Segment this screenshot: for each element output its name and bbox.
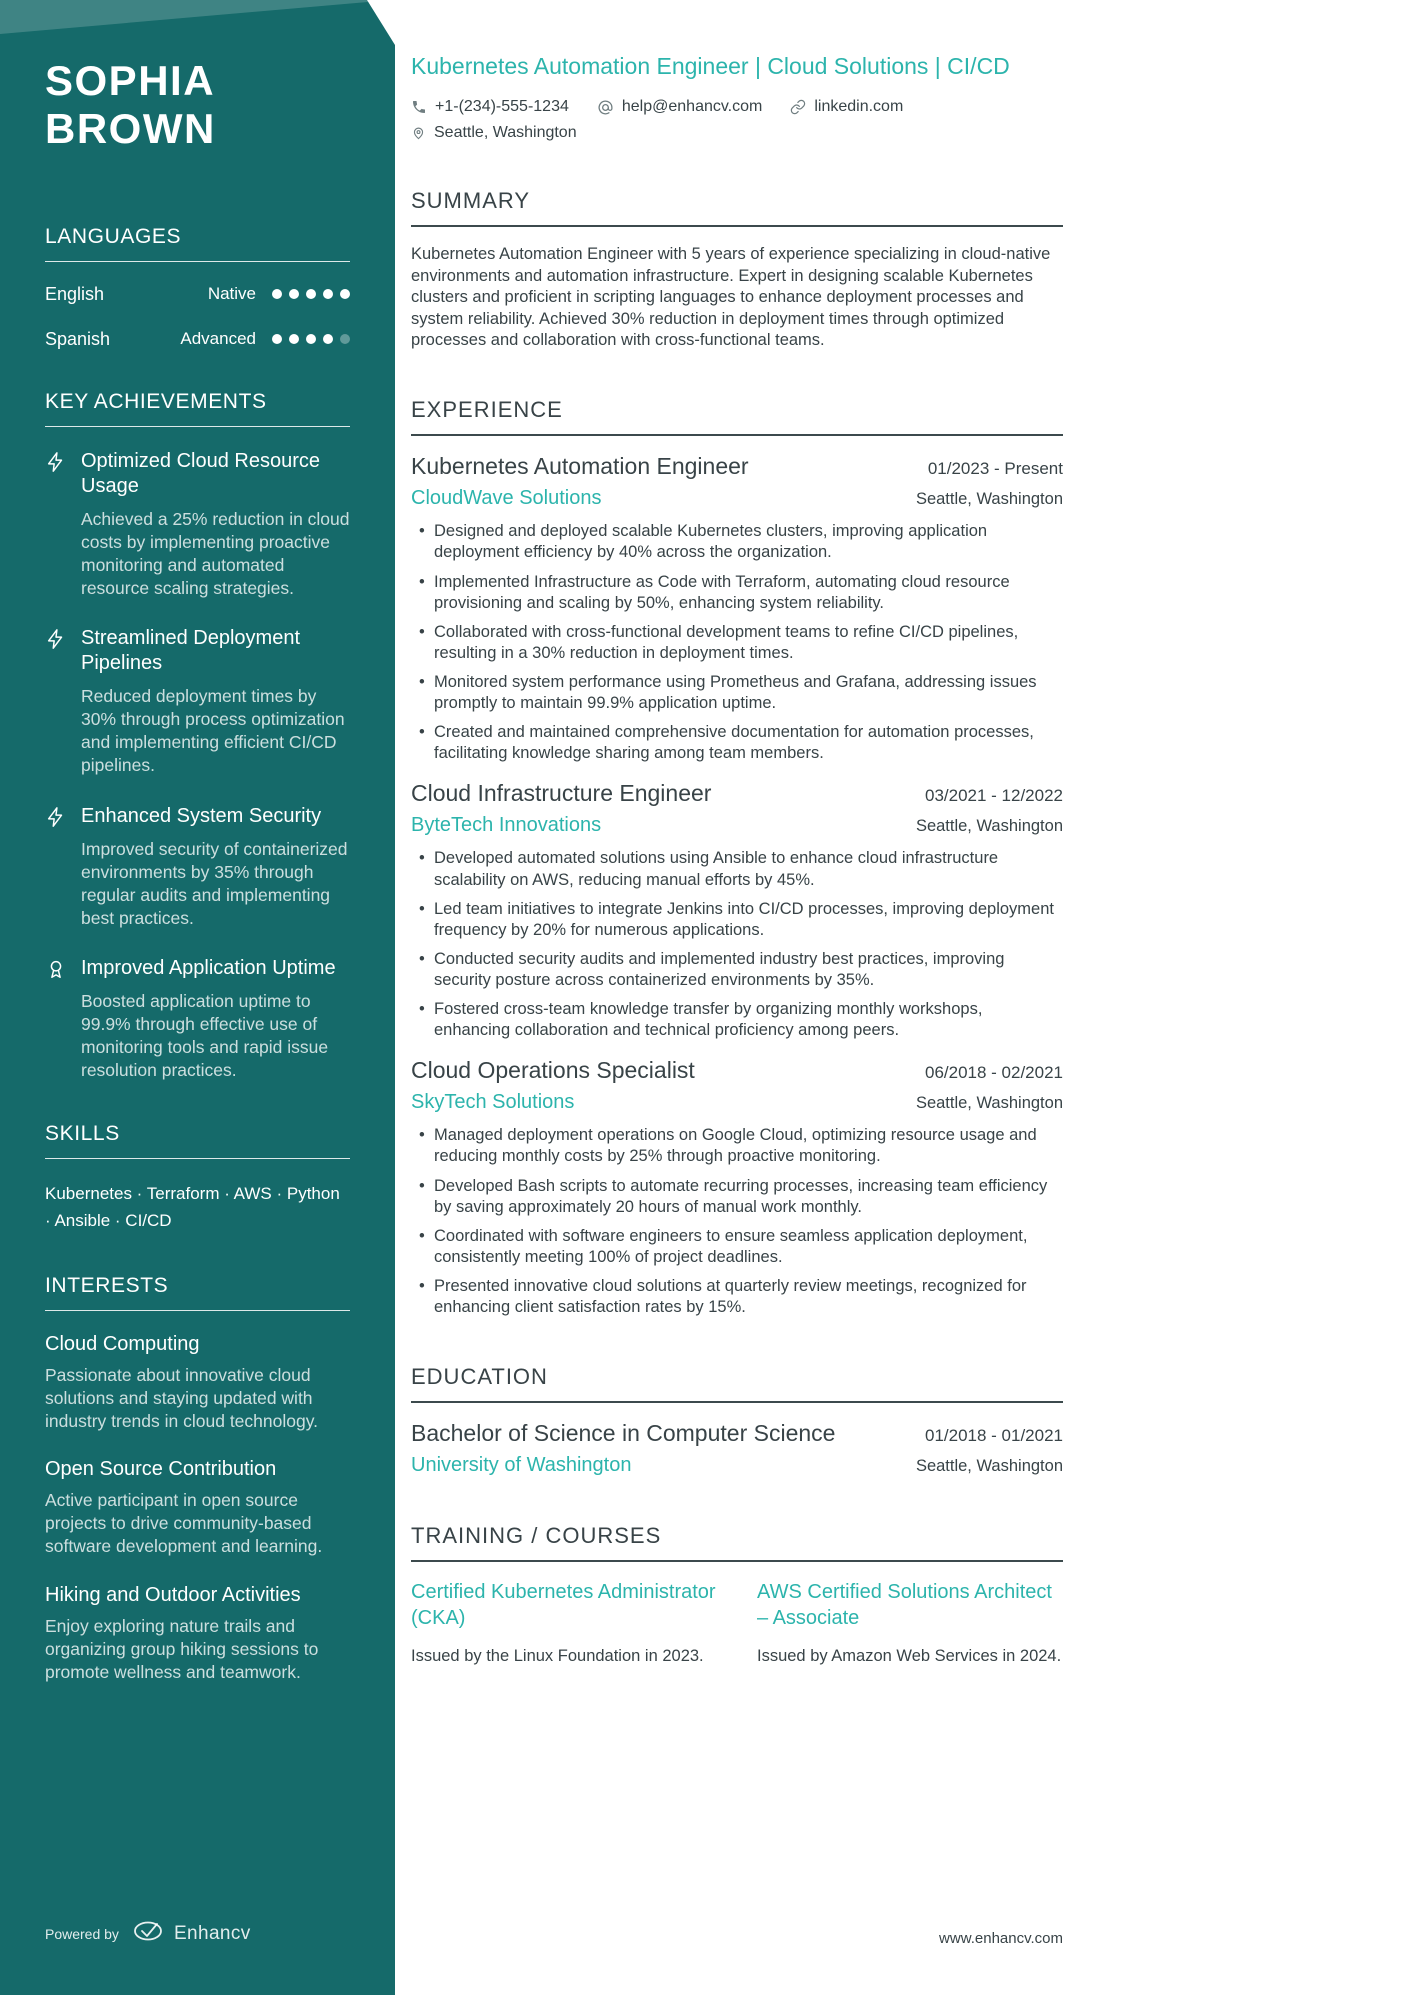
- job-bullet: • Monitored system performance using Prometheus and Grafana, addressing issues promptly to maintain 99.9% application uptime.: [411, 672, 1063, 714]
- experience-entry: [411, 1057, 1063, 1318]
- education-dates: 01/2018 - 01/2021: [924, 1426, 1063, 1446]
- degree-name: Bachelor of Science in Computer Science: [411, 1420, 836, 1447]
- job-dates: 06/2018 - 02/2021: [924, 1063, 1063, 1083]
- job-bullet: • Developed automated solutions using Ansible to enhance cloud infrastructure scalability on AWS, reducing manual efforts by 45%.: [411, 848, 1063, 890]
- powered-by-label: Powered by: [45, 1925, 119, 1942]
- rating-dot: [289, 289, 299, 299]
- training-section-title: TRAINING / COURSES: [411, 1523, 1063, 1562]
- summary-section: [411, 188, 1063, 351]
- job-bullet: • Developed Bash scripts to automate recurring processes, increasing team efficiency by saving approximately 20 hours of manual work monthly.: [411, 1176, 1063, 1218]
- phone-number: +1-(234)-555-1234: [435, 98, 569, 116]
- job-bullet: • Presented innovative cloud solutions at quarterly review meetings, recognized for enhancing client satisfaction rates by 15%.: [411, 1276, 1063, 1318]
- education-location: Seattle, Washington: [915, 1457, 1063, 1476]
- job-bullet: • Fostered cross-team knowledge transfer by organizing monthly workshops, enhancing collaboration and technical proficiency among peers.: [411, 999, 1063, 1041]
- contact-email[interactable]: [597, 98, 762, 116]
- phone-icon: [411, 99, 427, 115]
- summary-section-title: SUMMARY: [411, 188, 1063, 227]
- summary-text: Kubernetes Automation Engineer with 5 years of experience specializing in cloud-native environments and automation infrastructure. Expert in designing scalable Kubernetes clusters and proficient in scripting languages to enhance deployment processes and system reliability. Achieved 30% reduction in deployment times through optimized processes and collaboration with cross-functional teams.: [411, 245, 1051, 349]
- course-entry: [411, 1579, 717, 1667]
- rating-dot: [306, 289, 316, 299]
- education-subheader-row: [411, 1454, 1063, 1477]
- location-text: Seattle, Washington: [434, 124, 577, 142]
- job-location: Seattle, Washington: [915, 490, 1063, 509]
- language-name: English: [45, 283, 105, 304]
- rating-dot: [323, 289, 333, 299]
- achievement-body: [81, 626, 350, 777]
- course-name: AWS Certified Solutions Architect – Associate: [757, 1581, 1052, 1630]
- skills-section: [45, 1122, 350, 1234]
- interest-title: Hiking and Outdoor Activities: [45, 1583, 301, 1606]
- job-subheader-row: [411, 487, 1063, 510]
- languages-section-title: LANGUAGES: [45, 225, 350, 262]
- interest-item: [45, 1333, 350, 1433]
- job-subheader-row: [411, 1091, 1063, 1114]
- rating-dot: [272, 334, 282, 344]
- achievements-section: [45, 390, 350, 1083]
- job-location: Seattle, Washington: [915, 1094, 1063, 1113]
- skills-section-title: SKILLS: [45, 1122, 350, 1159]
- language-rating-dots: [272, 334, 350, 344]
- job-dates: 03/2021 - 12/2022: [924, 786, 1063, 806]
- language-rating-dots: [272, 289, 350, 299]
- achievement-body: [81, 449, 350, 600]
- achievement-text: Boosted application uptime to 99.9% through effective use of monitoring tools and rapid issue resolution practices.: [81, 990, 329, 1081]
- rating-dot: [306, 334, 316, 344]
- corner-accent-decoration: [0, 0, 390, 34]
- interest-text: Active participant in open source projects to drive community-based software development and learning.: [45, 1490, 323, 1557]
- course-issuer: Issued by the Linux Foundation in 2023.: [411, 1647, 704, 1666]
- achievement-item: [45, 626, 350, 777]
- job-bullet: • Implemented Infrastructure as Code with Terraform, automating cloud resource provisioning and scaling by 50%, enhancing system reliability.: [411, 572, 1063, 614]
- language-row-english: [45, 284, 350, 305]
- achievement-title: Streamlined Deployment Pipelines: [81, 627, 300, 675]
- achievement-body: [81, 956, 350, 1082]
- job-bullet: • Created and maintained comprehensive documentation for automation processes, facilitating knowledge sharing among team members.: [411, 722, 1063, 764]
- rating-dot: [323, 334, 333, 344]
- medal-icon: [45, 958, 69, 1082]
- job-header-row: [411, 780, 1063, 807]
- link-icon: [790, 99, 806, 115]
- achievement-title: Improved Application Uptime: [81, 956, 336, 979]
- location-pin-icon: [411, 125, 426, 141]
- job-role: Cloud Infrastructure Engineer: [411, 780, 712, 807]
- language-level: Advanced: [180, 329, 256, 349]
- training-section: [411, 1523, 1063, 1667]
- interest-title: Cloud Computing: [45, 1332, 200, 1355]
- job-bullet: • Led team initiatives to integrate Jenkins into CI/CD processes, improving deployment frequency by 20% for numerous applications.: [411, 899, 1063, 941]
- language-level: Native: [207, 284, 256, 304]
- contact-phone: [411, 98, 569, 116]
- school-name: University of Washington: [411, 1454, 632, 1477]
- lightning-icon: [45, 451, 69, 600]
- contact-location: [411, 124, 577, 142]
- achievement-item: [45, 449, 350, 600]
- language-name: Spanish: [45, 328, 111, 349]
- job-bullet-list: [411, 848, 1063, 1041]
- candidate-name: SOPHIA BROWN: [45, 57, 216, 152]
- contact-row-primary: [411, 98, 1063, 116]
- achievement-title: Enhanced System Security: [81, 804, 322, 827]
- job-bullet-list: [411, 521, 1063, 764]
- interest-text: Passionate about innovative cloud solutions and staying updated with industry trends in cloud technology.: [45, 1364, 319, 1432]
- job-bullet-list: [411, 1125, 1063, 1318]
- education-section-title: EDUCATION: [411, 1364, 1063, 1403]
- resume-headline: Kubernetes Automation Engineer | Cloud Solutions | CI/CD: [411, 53, 1010, 79]
- education-entry: [411, 1420, 1063, 1477]
- achievement-text: Achieved a 25% reduction in cloud costs by implementing proactive monitoring and automated resource scaling strategies.: [81, 508, 350, 599]
- job-bullet: • Conducted security audits and implemented industry best practices, improving security posture across containerized environments by 35%.: [411, 949, 1063, 991]
- enhancv-logo-wordmark: Enhancv: [173, 1922, 251, 1944]
- language-row-spanish: [45, 329, 350, 350]
- enhancv-url-link[interactable]: www.enhancv.com: [939, 1930, 1063, 1947]
- achievement-title: Optimized Cloud Resource Usage: [81, 449, 320, 497]
- email-icon: [597, 99, 614, 116]
- contact-row-secondary: [411, 124, 1063, 142]
- achievement-item: [45, 804, 350, 930]
- interest-title: Open Source Contribution: [45, 1458, 277, 1481]
- job-header-row: [411, 1057, 1063, 1084]
- experience-section-title: EXPERIENCE: [411, 397, 1063, 436]
- skills-list: Kubernetes · Terraform · AWS · Python · Ansible · CI/CD: [45, 1184, 340, 1230]
- corner-notch-decoration: [367, 0, 395, 45]
- rating-dot: [340, 334, 350, 344]
- achievement-body: [81, 804, 350, 930]
- interest-text: Enjoy exploring nature trails and organizing group hiking sessions to promote wellness and teamwork.: [45, 1615, 319, 1682]
- interest-item: [45, 1458, 350, 1558]
- job-company: CloudWave Solutions: [411, 487, 602, 510]
- education-section: [411, 1364, 1063, 1477]
- rating-dot: [289, 334, 299, 344]
- job-company: SkyTech Solutions: [411, 1091, 575, 1114]
- job-bullet: • Coordinated with software engineers to ensure seamless application deployment, consistently meeting 100% of project deadlines.: [411, 1226, 1063, 1268]
- rating-dot: [272, 289, 282, 299]
- course-grid: [411, 1579, 1063, 1667]
- course-entry: [757, 1579, 1063, 1667]
- course-name: Certified Kubernetes Administrator (CKA): [411, 1581, 716, 1630]
- powered-by-footer: [45, 1920, 251, 1947]
- achievement-item: [45, 956, 350, 1082]
- job-bullet: • Designed and deployed scalable Kubernetes clusters, improving application deployment efficiency by 40% across the organization.: [411, 521, 1063, 563]
- enhancv-logo-icon: [133, 1920, 165, 1947]
- lightning-icon: [45, 806, 69, 930]
- job-subheader-row: [411, 814, 1063, 837]
- contact-link[interactable]: [790, 98, 903, 116]
- interest-item: [45, 1584, 350, 1684]
- enhancv-logo[interactable]: [133, 1920, 251, 1947]
- education-header-row: [411, 1420, 1063, 1447]
- experience-section: [411, 397, 1063, 1318]
- job-header-row: [411, 453, 1063, 480]
- job-role: Kubernetes Automation Engineer: [411, 453, 749, 480]
- rating-dot: [340, 289, 350, 299]
- job-location: Seattle, Washington: [915, 817, 1063, 836]
- job-bullet: • Managed deployment operations on Google Cloud, optimizing resource usage and reducing monthly costs by 25% through proactive monitoring.: [411, 1125, 1063, 1167]
- interests-section-title: INTERESTS: [45, 1274, 350, 1311]
- achievement-text: Improved security of containerized environments by 35% through regular audits and implementing best practices.: [81, 838, 348, 928]
- achievements-section-title: KEY ACHIEVEMENTS: [45, 390, 350, 427]
- sidebar: [0, 0, 395, 1995]
- achievement-text: Reduced deployment times by 30% through process optimization and implementing efficient CI/CD pipelines.: [81, 686, 345, 776]
- lightning-icon: [45, 628, 69, 777]
- link-text: linkedin.com: [814, 98, 904, 116]
- experience-entry: [411, 780, 1063, 1041]
- languages-section: [45, 225, 350, 350]
- course-issuer: Issued by Amazon Web Services in 2024.: [757, 1647, 1062, 1666]
- experience-entry: [411, 453, 1063, 764]
- job-role: Cloud Operations Specialist: [411, 1057, 695, 1084]
- job-bullet: • Collaborated with cross-functional development teams to refine CI/CD pipelines, resulting in a 30% reduction in deployment times.: [411, 622, 1063, 664]
- email-address: help@enhancv.com: [621, 98, 763, 116]
- job-dates: 01/2023 - Present: [927, 459, 1063, 479]
- interests-section: [45, 1274, 350, 1684]
- job-company: ByteTech Innovations: [411, 814, 602, 837]
- main-content: [395, 0, 1410, 1995]
